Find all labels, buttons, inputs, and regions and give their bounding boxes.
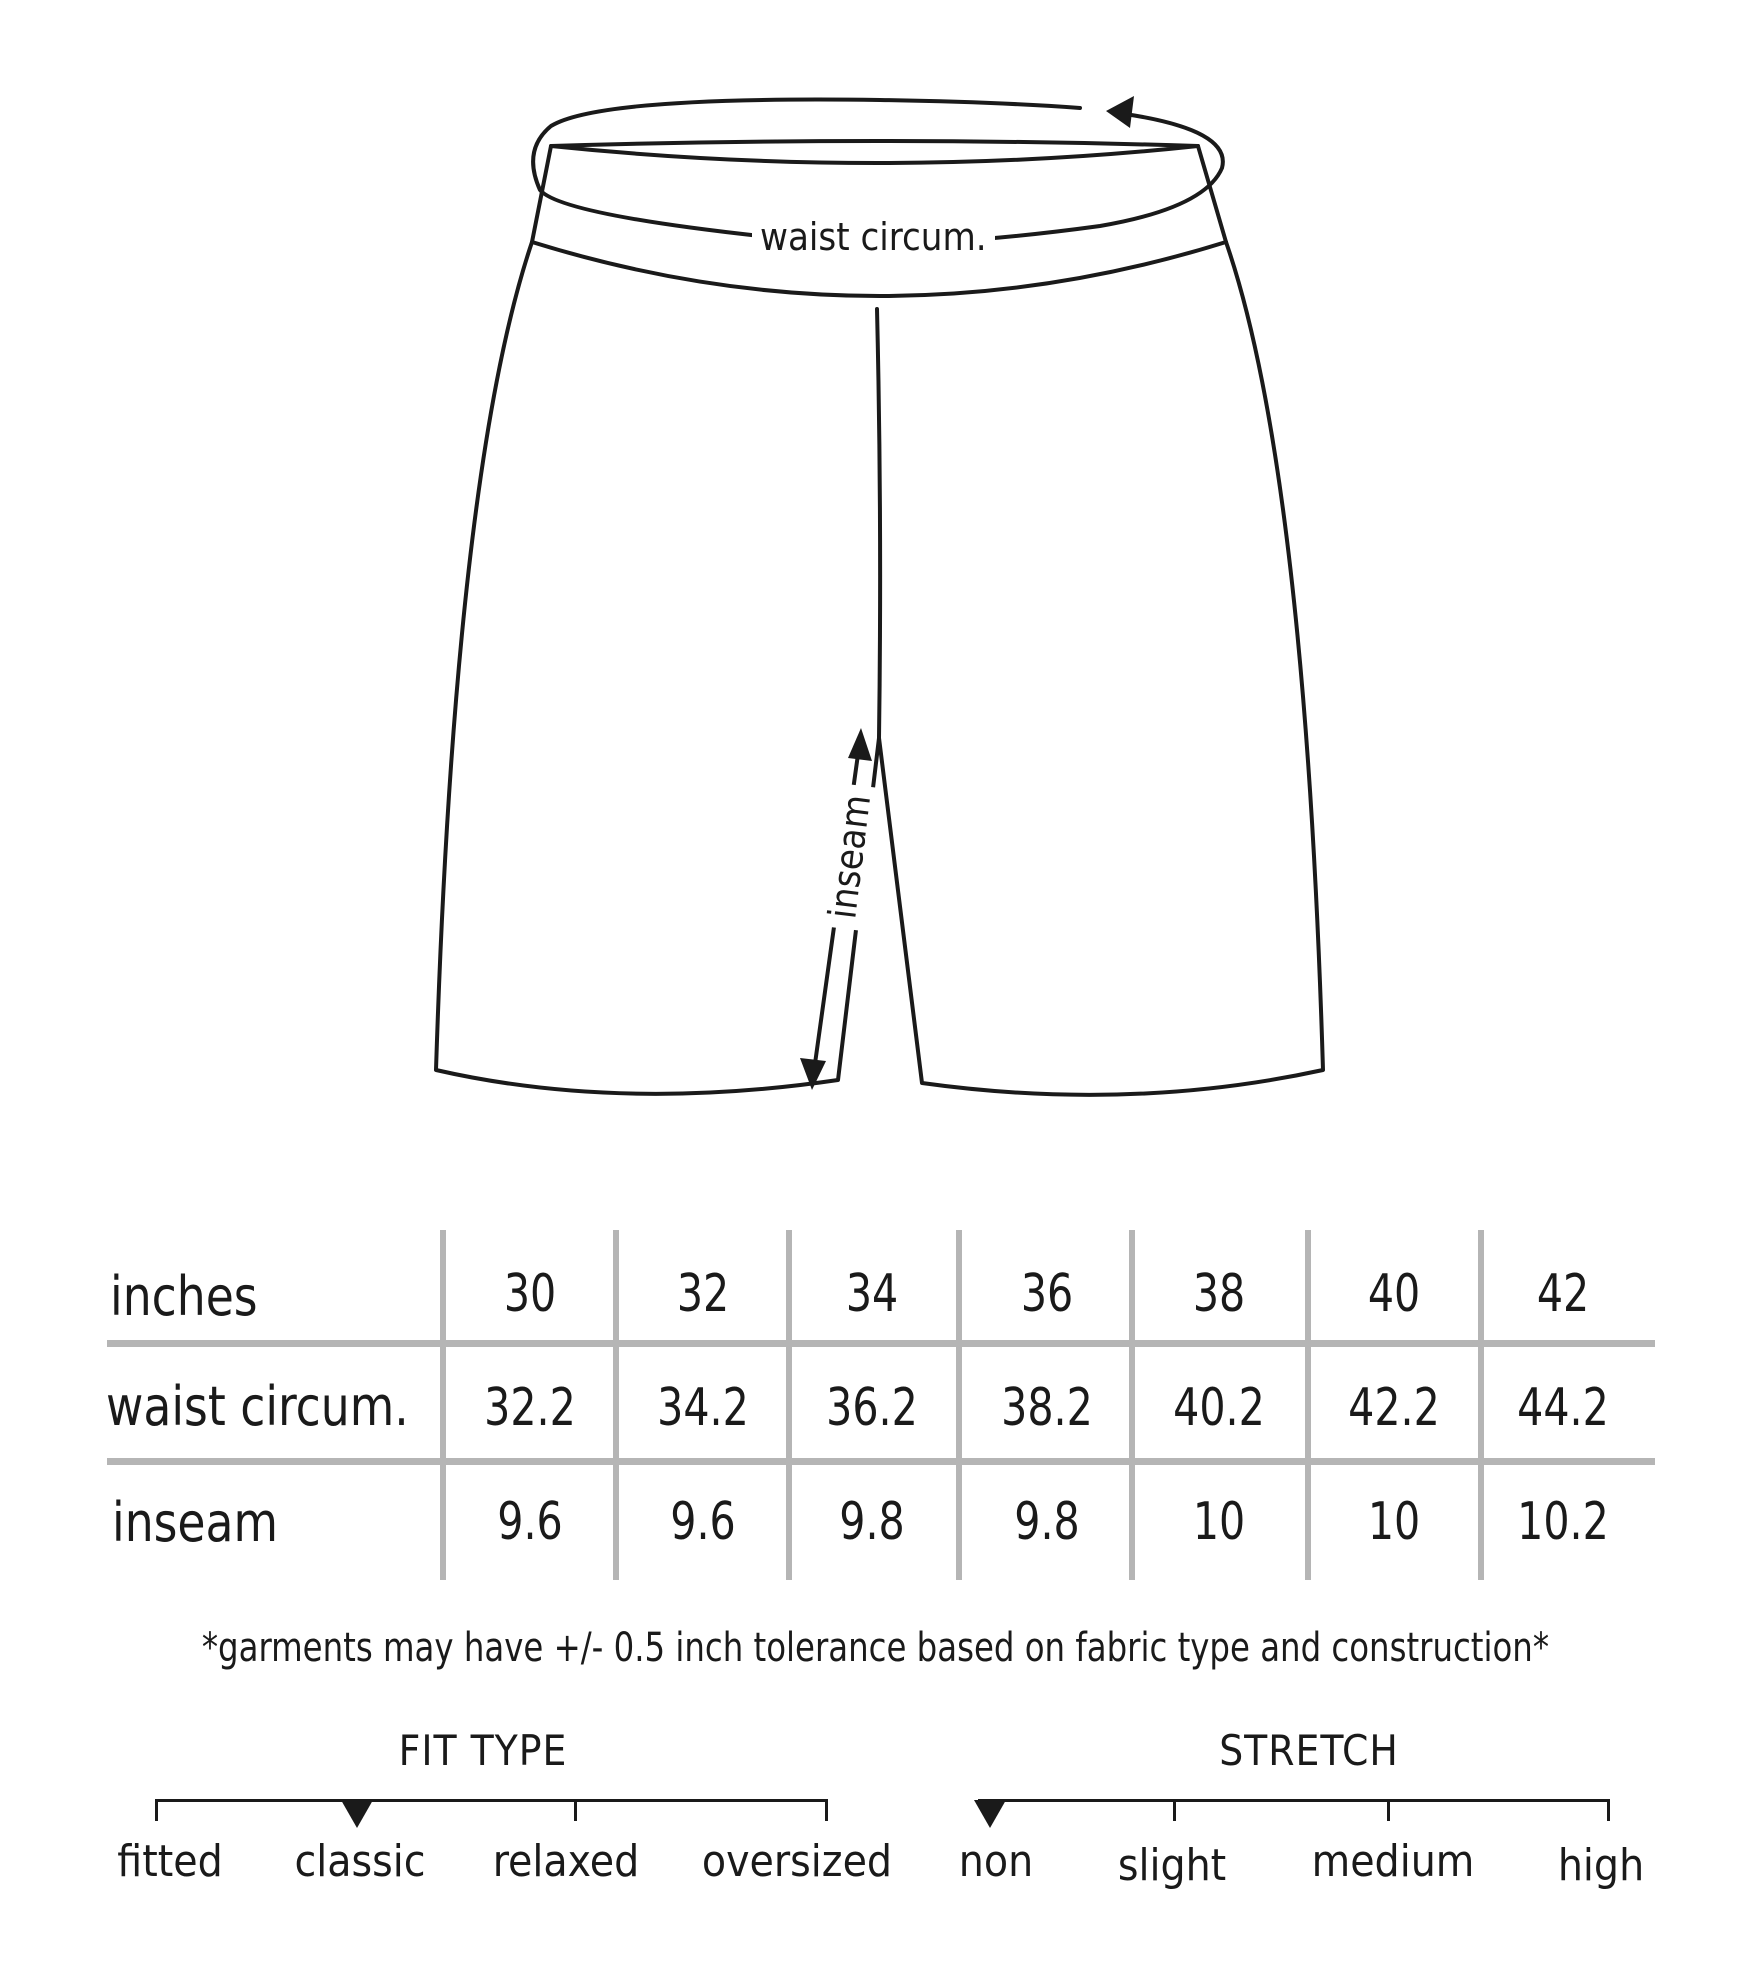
table-cell: 44.2 xyxy=(1517,1378,1609,1438)
fit-type-option: fitted xyxy=(117,1836,223,1887)
size-header-cell: 34 xyxy=(845,1264,899,1324)
tolerance-note xyxy=(0,1625,1750,1671)
table-cell: 9.6 xyxy=(670,1492,736,1552)
column-divider xyxy=(1129,1230,1135,1580)
table-cell: 36.2 xyxy=(826,1378,918,1438)
stretch-tick xyxy=(1607,1799,1610,1821)
stretch-selected-marker xyxy=(974,1800,1006,1828)
table-row-label: inseam xyxy=(112,1491,279,1554)
stretch-tick xyxy=(1173,1799,1176,1821)
fit-type-tick xyxy=(155,1799,158,1821)
table-cell: 10.2 xyxy=(1517,1492,1609,1552)
row-divider xyxy=(107,1458,1655,1465)
stretch-option: non xyxy=(958,1836,1034,1887)
size-header-cell: 42 xyxy=(1536,1264,1590,1324)
column-divider xyxy=(613,1230,619,1580)
table-cell: 42.2 xyxy=(1348,1378,1440,1438)
column-divider xyxy=(1305,1230,1311,1580)
fit-type-tick xyxy=(825,1799,828,1821)
tolerance-note-text: *garments may have +/- 0.5 inch tolerance based on fabric type and construction* xyxy=(201,1625,1549,1671)
column-divider xyxy=(786,1230,792,1580)
inseam-measure-label: inseam xyxy=(822,783,877,931)
column-divider xyxy=(1478,1230,1484,1580)
stretch-option: slight xyxy=(1117,1840,1227,1891)
table-cell: 10 xyxy=(1192,1492,1246,1552)
stretch-title: STRETCH xyxy=(1219,1726,1399,1775)
table-cell: 9.8 xyxy=(839,1492,905,1552)
size-header-cell: 30 xyxy=(503,1264,557,1324)
fit-type-option: oversized xyxy=(701,1836,893,1887)
waist-measure-label: waist circum. xyxy=(752,216,995,258)
column-divider xyxy=(440,1230,446,1580)
size-header-cell: 38 xyxy=(1192,1264,1246,1324)
table-header-label: inches xyxy=(110,1265,258,1328)
size-header-cell: 36 xyxy=(1020,1264,1074,1324)
table-cell: 9.8 xyxy=(1014,1492,1080,1552)
table-cell: 10 xyxy=(1367,1492,1421,1552)
table-cell: 32.2 xyxy=(484,1378,576,1438)
table-cell: 40.2 xyxy=(1173,1378,1265,1438)
row-divider xyxy=(107,1340,1655,1347)
fit-type-scale-line xyxy=(155,1799,828,1802)
size-header-cell: 40 xyxy=(1367,1264,1421,1324)
column-divider xyxy=(956,1230,962,1580)
table-row-label: waist circum. xyxy=(106,1375,409,1438)
fit-type-tick xyxy=(574,1799,577,1821)
fit-type-selected-marker xyxy=(341,1800,373,1828)
stretch-scale-line xyxy=(978,1799,1610,1802)
table-cell: 9.6 xyxy=(497,1492,563,1552)
stretch-option: medium xyxy=(1311,1836,1475,1887)
fit-type-option: relaxed xyxy=(492,1836,640,1887)
fit-type-option: classic xyxy=(294,1836,426,1887)
stretch-option: high xyxy=(1557,1840,1645,1891)
table-cell: 38.2 xyxy=(1001,1378,1093,1438)
table-cell: 34.2 xyxy=(657,1378,749,1438)
size-header-cell: 32 xyxy=(676,1264,730,1324)
fit-type-title: FIT TYPE xyxy=(398,1726,568,1775)
stretch-tick xyxy=(1387,1799,1390,1821)
